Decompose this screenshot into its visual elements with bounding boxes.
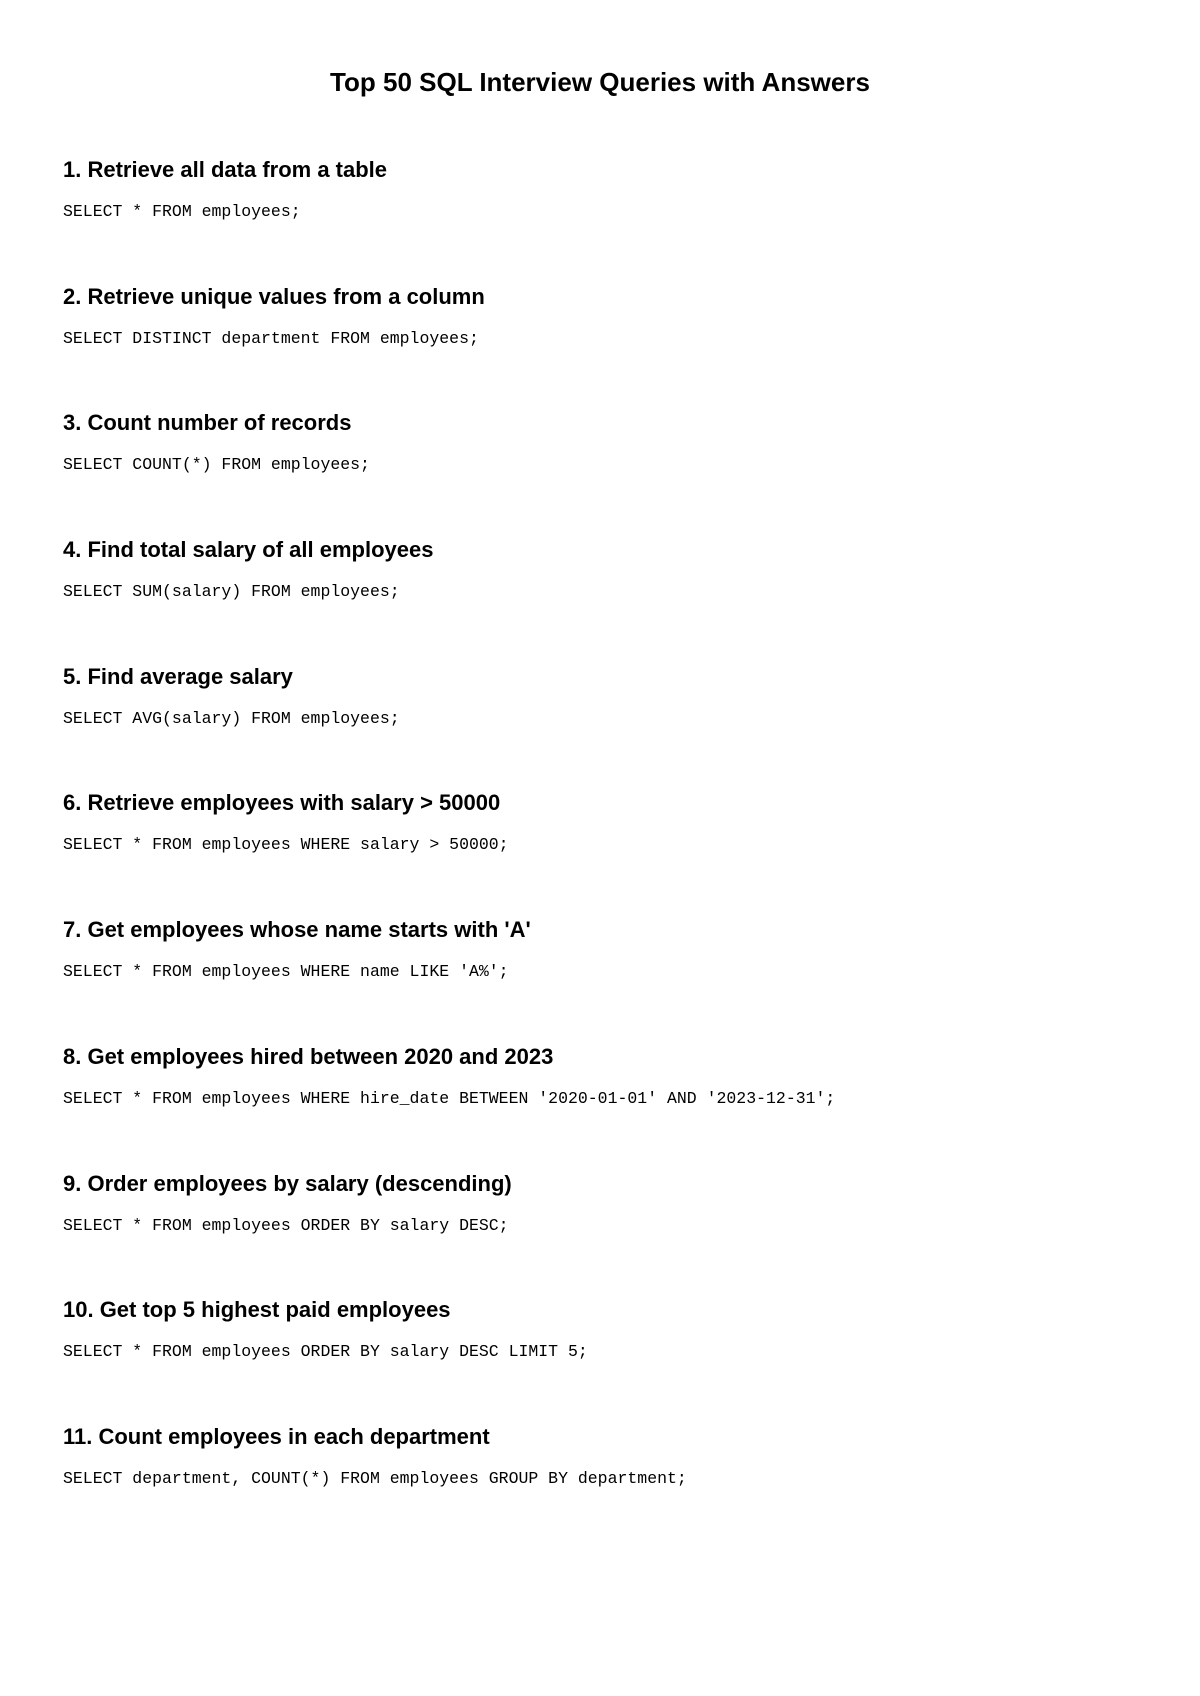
query-code: SELECT * FROM employees WHERE salary > 50000;: [63, 835, 509, 855]
query-code: SELECT COUNT(*) FROM employees;: [63, 455, 370, 475]
document-title: Top 50 SQL Interview Queries with Answers: [330, 67, 870, 97]
query-code: SELECT AVG(salary) FROM employees;: [63, 708, 400, 728]
query-code: SELECT * FROM employees ORDER BY salary DESC LIMIT 5;: [63, 1342, 588, 1362]
query-heading: 4. Find total salary of all employees: [63, 537, 434, 563]
query-heading: 5. Find average salary: [63, 663, 293, 689]
query-item: [63, 1170, 1163, 1297]
query-code: SELECT * FROM employees WHERE hire_date BETWEEN '2020-01-01' AND '2023-12-31';: [63, 1088, 836, 1108]
query-item: [63, 536, 1163, 663]
query-heading: 2. Retrieve unique values from a column: [63, 283, 485, 309]
query-heading: 9. Order employees by salary (descending): [63, 1170, 512, 1196]
query-item: [63, 916, 1163, 1043]
query-heading: 1. Retrieve all data from a table: [63, 157, 388, 182]
query-heading: 6. Retrieve employees with salary > 50000: [63, 790, 501, 816]
query-item: [63, 156, 1163, 283]
query-heading: 7. Get employees whose name starts with 'A': [63, 917, 531, 943]
query-item: [63, 409, 1163, 536]
query-heading: 10. Get top 5 highest paid employees: [63, 1297, 451, 1323]
query-heading: 8. Get employees hired between 2020 and 2023: [63, 1043, 554, 1069]
query-item: [63, 1423, 1163, 1550]
query-code: SELECT * FROM employees ORDER BY salary DESC;: [63, 1215, 509, 1235]
query-item: [63, 663, 1163, 790]
query-code: SELECT DISTINCT department FROM employees;: [63, 328, 479, 348]
query-item: [63, 789, 1163, 916]
query-item: [63, 1296, 1163, 1423]
query-code: SELECT department, COUNT(*) FROM employees GROUP BY department;: [63, 1468, 687, 1488]
query-code: SELECT * FROM employees WHERE name LIKE 'A%';: [63, 962, 509, 982]
query-item: [63, 283, 1163, 410]
query-code: SELECT SUM(salary) FROM employees;: [63, 582, 400, 602]
query-heading: 3. Count number of records: [63, 410, 352, 436]
query-list: [63, 156, 1163, 1550]
query-item: [63, 1043, 1163, 1170]
query-heading: 11. Count employees in each department: [63, 1423, 490, 1449]
query-code: SELECT * FROM employees;: [63, 202, 301, 221]
